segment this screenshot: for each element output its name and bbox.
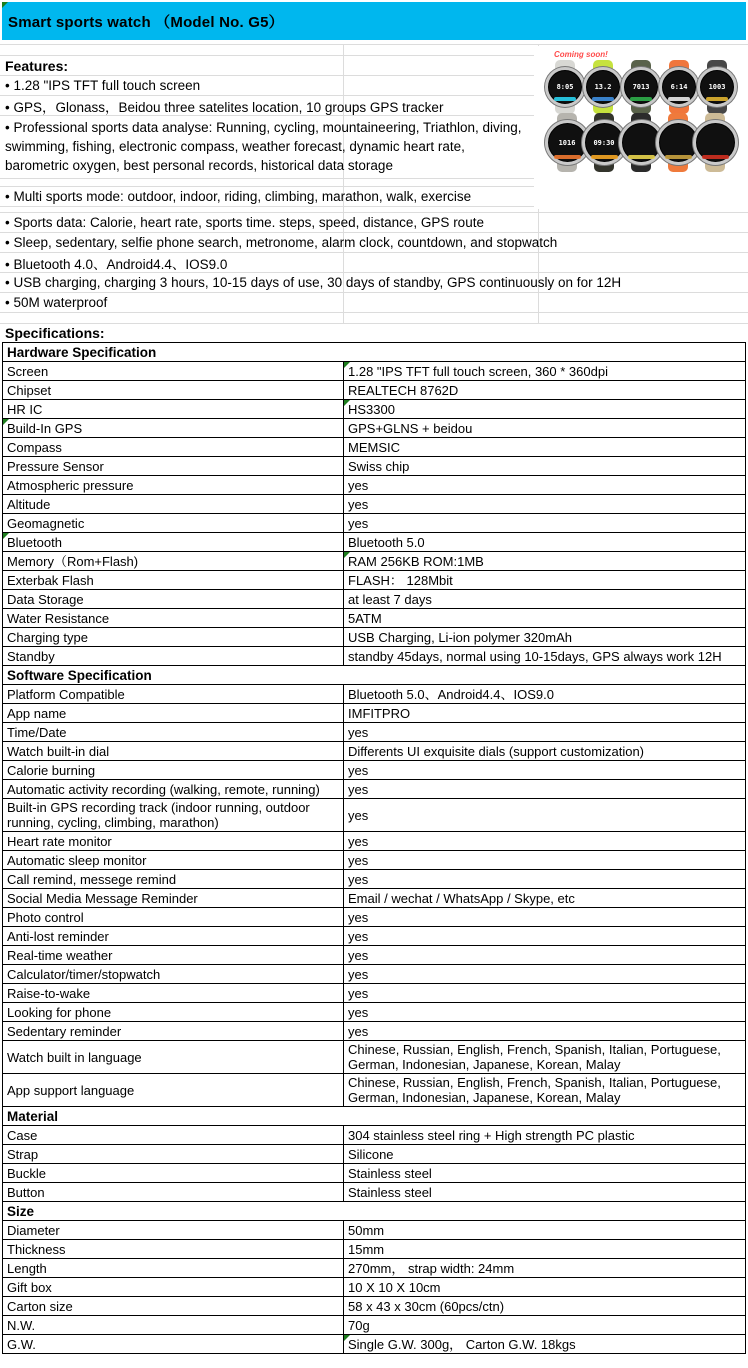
spec-value-cell: 50mm bbox=[344, 1221, 746, 1240]
spec-label-cell: Button bbox=[3, 1183, 344, 1202]
spec-label-cell: Looking for phone bbox=[3, 1003, 344, 1022]
spec-label-cell: Raise-to-wake bbox=[3, 984, 344, 1003]
spec-label-cell: Chipset bbox=[3, 381, 344, 400]
spec-value-cell: yes bbox=[344, 908, 746, 927]
watch-face bbox=[583, 67, 623, 107]
spec-row bbox=[3, 870, 746, 889]
spec-row bbox=[3, 832, 746, 851]
spec-label-cell: Screen bbox=[3, 362, 344, 381]
spec-label-cell: N.W. bbox=[3, 1316, 344, 1335]
smartwatch-illustration bbox=[693, 120, 738, 165]
watch-face bbox=[621, 67, 661, 107]
cell-error-marker-icon bbox=[2, 2, 8, 8]
spec-value-cell: yes bbox=[344, 761, 746, 780]
spec-value-cell: Differents UI exquisite dials (support customization) bbox=[344, 742, 746, 761]
watch-face-accent bbox=[628, 155, 655, 159]
watch-face-text: 09:30 bbox=[593, 138, 615, 147]
spec-row bbox=[3, 1003, 746, 1022]
watch-face-accent bbox=[665, 155, 692, 159]
spec-value-cell: yes bbox=[344, 514, 746, 533]
spec-row bbox=[3, 927, 746, 946]
spec-label-cell: Automatic sleep monitor bbox=[3, 851, 344, 870]
section-header-row bbox=[3, 1107, 746, 1126]
spec-value-cell: Stainless steel bbox=[344, 1164, 746, 1183]
spec-label-cell: Thickness bbox=[3, 1240, 344, 1259]
spec-value-cell: Bluetooth 5.0 bbox=[344, 533, 746, 552]
product-title: Smart sports watch （Model No. G5） bbox=[8, 13, 284, 31]
spec-row bbox=[3, 946, 746, 965]
watch-face bbox=[545, 67, 585, 107]
watch-face-accent bbox=[554, 155, 581, 159]
features-section bbox=[0, 44, 748, 324]
spec-label-cell: Watch built in language bbox=[3, 1041, 344, 1074]
watch-face-accent bbox=[706, 97, 728, 101]
watch-face-text: 6:14 bbox=[670, 83, 688, 91]
watch-face-text: 8:05 bbox=[556, 83, 574, 91]
section-title: Size bbox=[3, 1202, 746, 1221]
coming-soon-caption: Coming soon! bbox=[554, 50, 608, 59]
smartwatch-illustration bbox=[621, 67, 661, 107]
spec-label-cell: Photo control bbox=[3, 908, 344, 927]
spec-label-cell: Calorie burning bbox=[3, 761, 344, 780]
spec-label-cell: Diameter bbox=[3, 1221, 344, 1240]
spec-label-cell: Heart rate monitor bbox=[3, 832, 344, 851]
feature-item: • 50M waterproof bbox=[0, 293, 748, 313]
watch-face bbox=[659, 67, 699, 107]
spec-value-cell: yes bbox=[344, 984, 746, 1003]
spec-label-cell: Social Media Message Reminder bbox=[3, 889, 344, 908]
spec-value-cell: Email / wechat / WhatsApp / Skype, etc bbox=[344, 889, 746, 908]
spec-value-cell: yes bbox=[344, 1003, 746, 1022]
spec-row bbox=[3, 889, 746, 908]
cell-error-marker-icon bbox=[344, 552, 350, 558]
spec-label-cell: Automatic activity recording (walking, remote, running) bbox=[3, 780, 344, 799]
spec-row bbox=[3, 761, 746, 780]
spec-row bbox=[3, 1240, 746, 1259]
section-title: Material bbox=[3, 1107, 746, 1126]
specifications-heading: Specifications: bbox=[5, 325, 105, 341]
spec-row bbox=[3, 1126, 746, 1145]
section-title: Software Specification bbox=[3, 666, 746, 685]
spec-value-cell: yes bbox=[344, 780, 746, 799]
spec-row bbox=[3, 965, 746, 984]
spec-value-cell: standby 45days, normal using 10-15days, GPS always work 12H bbox=[344, 647, 746, 666]
spec-label-cell: Real-time weather bbox=[3, 946, 344, 965]
spec-row bbox=[3, 1297, 746, 1316]
spec-row bbox=[3, 742, 746, 761]
spec-label-cell: Pressure Sensor bbox=[3, 457, 344, 476]
spec-value-cell: yes bbox=[344, 851, 746, 870]
section-title: Hardware Specification bbox=[3, 343, 746, 362]
spec-row bbox=[3, 799, 746, 832]
spec-value-cell: HS3300 bbox=[344, 400, 746, 419]
feature-item: • Professional sports data analyse: Running, cycling, mountaineering, Triathlon, diving, swimming, fishing, electronic compass, weather forecast, dynamic heart rate, barometric oxygen, best personal records, historical data storage bbox=[0, 116, 748, 179]
spec-row bbox=[3, 457, 746, 476]
spec-row bbox=[3, 628, 746, 647]
spec-row bbox=[3, 381, 746, 400]
spec-row bbox=[3, 362, 746, 381]
spec-label-cell: Bluetooth bbox=[3, 533, 344, 552]
spec-label-cell: Strap bbox=[3, 1145, 344, 1164]
watch-face-accent bbox=[630, 97, 652, 101]
spec-label-cell: Length bbox=[3, 1259, 344, 1278]
cell-error-marker-icon bbox=[344, 400, 350, 406]
feature-item: • Sleep, sedentary, selfie phone search, metronome, alarm clock, countdown, and stopwatch bbox=[0, 233, 748, 253]
spec-value-cell: Chinese, Russian, English, French, Spanish, Italian, Portuguese, German, Indonesian, Japanese, Korean, Malay bbox=[344, 1074, 746, 1107]
spec-row bbox=[3, 1145, 746, 1164]
spec-row bbox=[3, 704, 746, 723]
spec-value-cell: yes bbox=[344, 495, 746, 514]
spec-value-cell: Swiss chip bbox=[344, 457, 746, 476]
spec-label-cell: Sedentary reminder bbox=[3, 1022, 344, 1041]
spec-label-cell: Buckle bbox=[3, 1164, 344, 1183]
spec-value-cell: GPS+GLNS + beidou bbox=[344, 419, 746, 438]
spec-row bbox=[3, 571, 746, 590]
spec-label-cell: Exterbak Flash bbox=[3, 571, 344, 590]
feature-item: • Sports data: Calorie, heart rate, sports time. steps, speed, distance, GPS route bbox=[0, 213, 748, 233]
spec-label-cell: Time/Date bbox=[3, 723, 344, 742]
spec-label-cell: G.W. bbox=[3, 1335, 344, 1354]
spec-value-cell: Silicone bbox=[344, 1145, 746, 1164]
spec-value-cell: Chinese, Russian, English, French, Spanish, Italian, Portuguese, German, Indonesian, Japanese, Korean, Malay bbox=[344, 1041, 746, 1074]
spec-label-cell: Watch built-in dial bbox=[3, 742, 344, 761]
spec-row bbox=[3, 851, 746, 870]
spec-label-cell: Build-In GPS bbox=[3, 419, 344, 438]
spec-label-cell: Geomagnetic bbox=[3, 514, 344, 533]
spec-row bbox=[3, 1259, 746, 1278]
watch-face-text: 13.2 bbox=[594, 83, 612, 91]
spec-value-cell: yes bbox=[344, 1022, 746, 1041]
spec-row bbox=[3, 552, 746, 571]
spec-row bbox=[3, 609, 746, 628]
spec-label-cell: Case bbox=[3, 1126, 344, 1145]
spec-row bbox=[3, 1278, 746, 1297]
spec-value-cell: at least 7 days bbox=[344, 590, 746, 609]
feature-item: • 1.28 "IPS TFT full touch screen bbox=[0, 76, 748, 96]
cell-error-marker-icon bbox=[344, 1335, 350, 1341]
spec-value-cell: yes bbox=[344, 965, 746, 984]
spec-value-cell: 58 x 43 x 30cm (60pcs/ctn) bbox=[344, 1297, 746, 1316]
spec-row bbox=[3, 438, 746, 457]
spec-value-cell: 5ATM bbox=[344, 609, 746, 628]
spec-value-cell: Single G.W. 300g， Carton G.W. 18kgs bbox=[344, 1335, 746, 1354]
spec-value-cell: yes bbox=[344, 870, 746, 889]
spec-value-cell: yes bbox=[344, 946, 746, 965]
spec-label-cell: Compass bbox=[3, 438, 344, 457]
spec-value-cell: yes bbox=[344, 723, 746, 742]
spec-row bbox=[3, 533, 746, 552]
smartwatch-illustration bbox=[697, 67, 737, 107]
spec-label-cell: Water Resistance bbox=[3, 609, 344, 628]
spec-value-cell: yes bbox=[344, 799, 746, 832]
watch-row-top bbox=[534, 67, 748, 107]
spec-value-cell: IMFITPRO bbox=[344, 704, 746, 723]
spec-value-cell: 1.28 "IPS TFT full touch screen, 360 * 360dpi bbox=[344, 362, 746, 381]
section-header-row bbox=[3, 1202, 746, 1221]
spec-label-cell: Standby bbox=[3, 647, 344, 666]
watch-face-text: 1003 bbox=[708, 83, 726, 91]
cell-error-marker-icon bbox=[3, 533, 9, 539]
feature-item: • Bluetooth 4.0、Android4.4、IOS9.0 bbox=[0, 253, 748, 273]
spec-row bbox=[3, 1335, 746, 1354]
spec-label-cell: Call remind, messege remind bbox=[3, 870, 344, 889]
spec-row bbox=[3, 495, 746, 514]
watch-face-accent bbox=[702, 155, 729, 159]
spec-value-cell: 70g bbox=[344, 1316, 746, 1335]
spec-label-cell: Gift box bbox=[3, 1278, 344, 1297]
spec-label-cell: Altitude bbox=[3, 495, 344, 514]
spec-label-cell: Charging type bbox=[3, 628, 344, 647]
spec-row bbox=[3, 1221, 746, 1240]
smartwatch-illustration bbox=[659, 67, 699, 107]
watch-face-accent bbox=[591, 155, 618, 159]
specifications-table bbox=[2, 342, 746, 1354]
spec-label-cell: Memory（Rom+Flash) bbox=[3, 552, 344, 571]
spec-row bbox=[3, 419, 746, 438]
spec-value-cell: REALTECH 8762D bbox=[344, 381, 746, 400]
spec-row bbox=[3, 1022, 746, 1041]
spec-label-cell: Data Storage bbox=[3, 590, 344, 609]
spec-label-cell: App name bbox=[3, 704, 344, 723]
smartwatch-illustration bbox=[545, 67, 585, 107]
section-header-row bbox=[3, 666, 746, 685]
spec-row bbox=[3, 723, 746, 742]
feature-item: • GPS，Glonass，Beidou three satelites location, 10 groups GPS tracker bbox=[0, 96, 748, 116]
spec-value-cell: RAM 256KB ROM:1MB bbox=[344, 552, 746, 571]
spec-label-cell: Calculator/timer/stopwatch bbox=[3, 965, 344, 984]
spec-row bbox=[3, 514, 746, 533]
spec-row bbox=[3, 1183, 746, 1202]
feature-item: • USB charging, charging 3 hours, 10-15 days of use, 30 days of standby, GPS continuously on for 12H bbox=[0, 273, 748, 293]
watch-face-text: 7013 bbox=[632, 83, 650, 91]
watch-face bbox=[697, 67, 737, 107]
watch-face-accent bbox=[592, 97, 614, 101]
spec-label-cell: Anti-lost reminder bbox=[3, 927, 344, 946]
title-bar bbox=[2, 2, 746, 40]
spec-value-cell: 10 X 10 X 10cm bbox=[344, 1278, 746, 1297]
spec-value-cell: 304 stainless steel ring + High strength PC plastic bbox=[344, 1126, 746, 1145]
spec-label-cell: Built-in GPS recording track (indoor running, outdoor running, cycling, climbing, marathon) bbox=[3, 799, 344, 832]
product-photo bbox=[534, 46, 748, 209]
smartwatch-illustration bbox=[583, 67, 623, 107]
spec-value-cell: yes bbox=[344, 832, 746, 851]
spec-row bbox=[3, 1041, 746, 1074]
spec-value-cell: yes bbox=[344, 927, 746, 946]
spec-label-cell: HR IC bbox=[3, 400, 344, 419]
spec-row bbox=[3, 984, 746, 1003]
spec-label-cell: App support language bbox=[3, 1074, 344, 1107]
spec-row bbox=[3, 1164, 746, 1183]
spec-value-cell: 270mm， strap width: 24mm bbox=[344, 1259, 746, 1278]
spec-row bbox=[3, 908, 746, 927]
spec-row bbox=[3, 780, 746, 799]
spec-label-cell: Atmospheric pressure bbox=[3, 476, 344, 495]
spec-value-cell: 15mm bbox=[344, 1240, 746, 1259]
spec-value-cell: USB Charging, Li-ion polymer 320mAh bbox=[344, 628, 746, 647]
feature-item: • Multi sports mode: outdoor, indoor, riding, climbing, marathon, walk, exercise bbox=[0, 187, 748, 207]
spec-value-cell: yes bbox=[344, 476, 746, 495]
spec-value-cell: MEMSIC bbox=[344, 438, 746, 457]
spec-row bbox=[3, 647, 746, 666]
spec-row bbox=[3, 476, 746, 495]
spec-row bbox=[3, 685, 746, 704]
empty-grid-row bbox=[0, 313, 748, 324]
spec-label-cell: Platform Compatible bbox=[3, 685, 344, 704]
watch-face-accent bbox=[554, 97, 576, 101]
section-header-row bbox=[3, 343, 746, 362]
cell-error-marker-icon bbox=[3, 419, 9, 425]
watch-face-accent bbox=[668, 97, 690, 101]
spec-row bbox=[3, 400, 746, 419]
spec-label-cell: Carton size bbox=[3, 1297, 344, 1316]
spec-value-cell: Stainless steel bbox=[344, 1183, 746, 1202]
watch-face-text: 1016 bbox=[558, 138, 576, 147]
spec-value-cell: FLASH： 128Mbit bbox=[344, 571, 746, 590]
watch-row-bottom bbox=[534, 120, 748, 165]
spec-row bbox=[3, 590, 746, 609]
cell-error-marker-icon bbox=[344, 362, 350, 368]
spec-row bbox=[3, 1074, 746, 1107]
features-heading: Features: bbox=[0, 56, 748, 76]
spec-value-cell: Bluetooth 5.0、Android4.4、IOS9.0 bbox=[344, 685, 746, 704]
spec-row bbox=[3, 1316, 746, 1335]
